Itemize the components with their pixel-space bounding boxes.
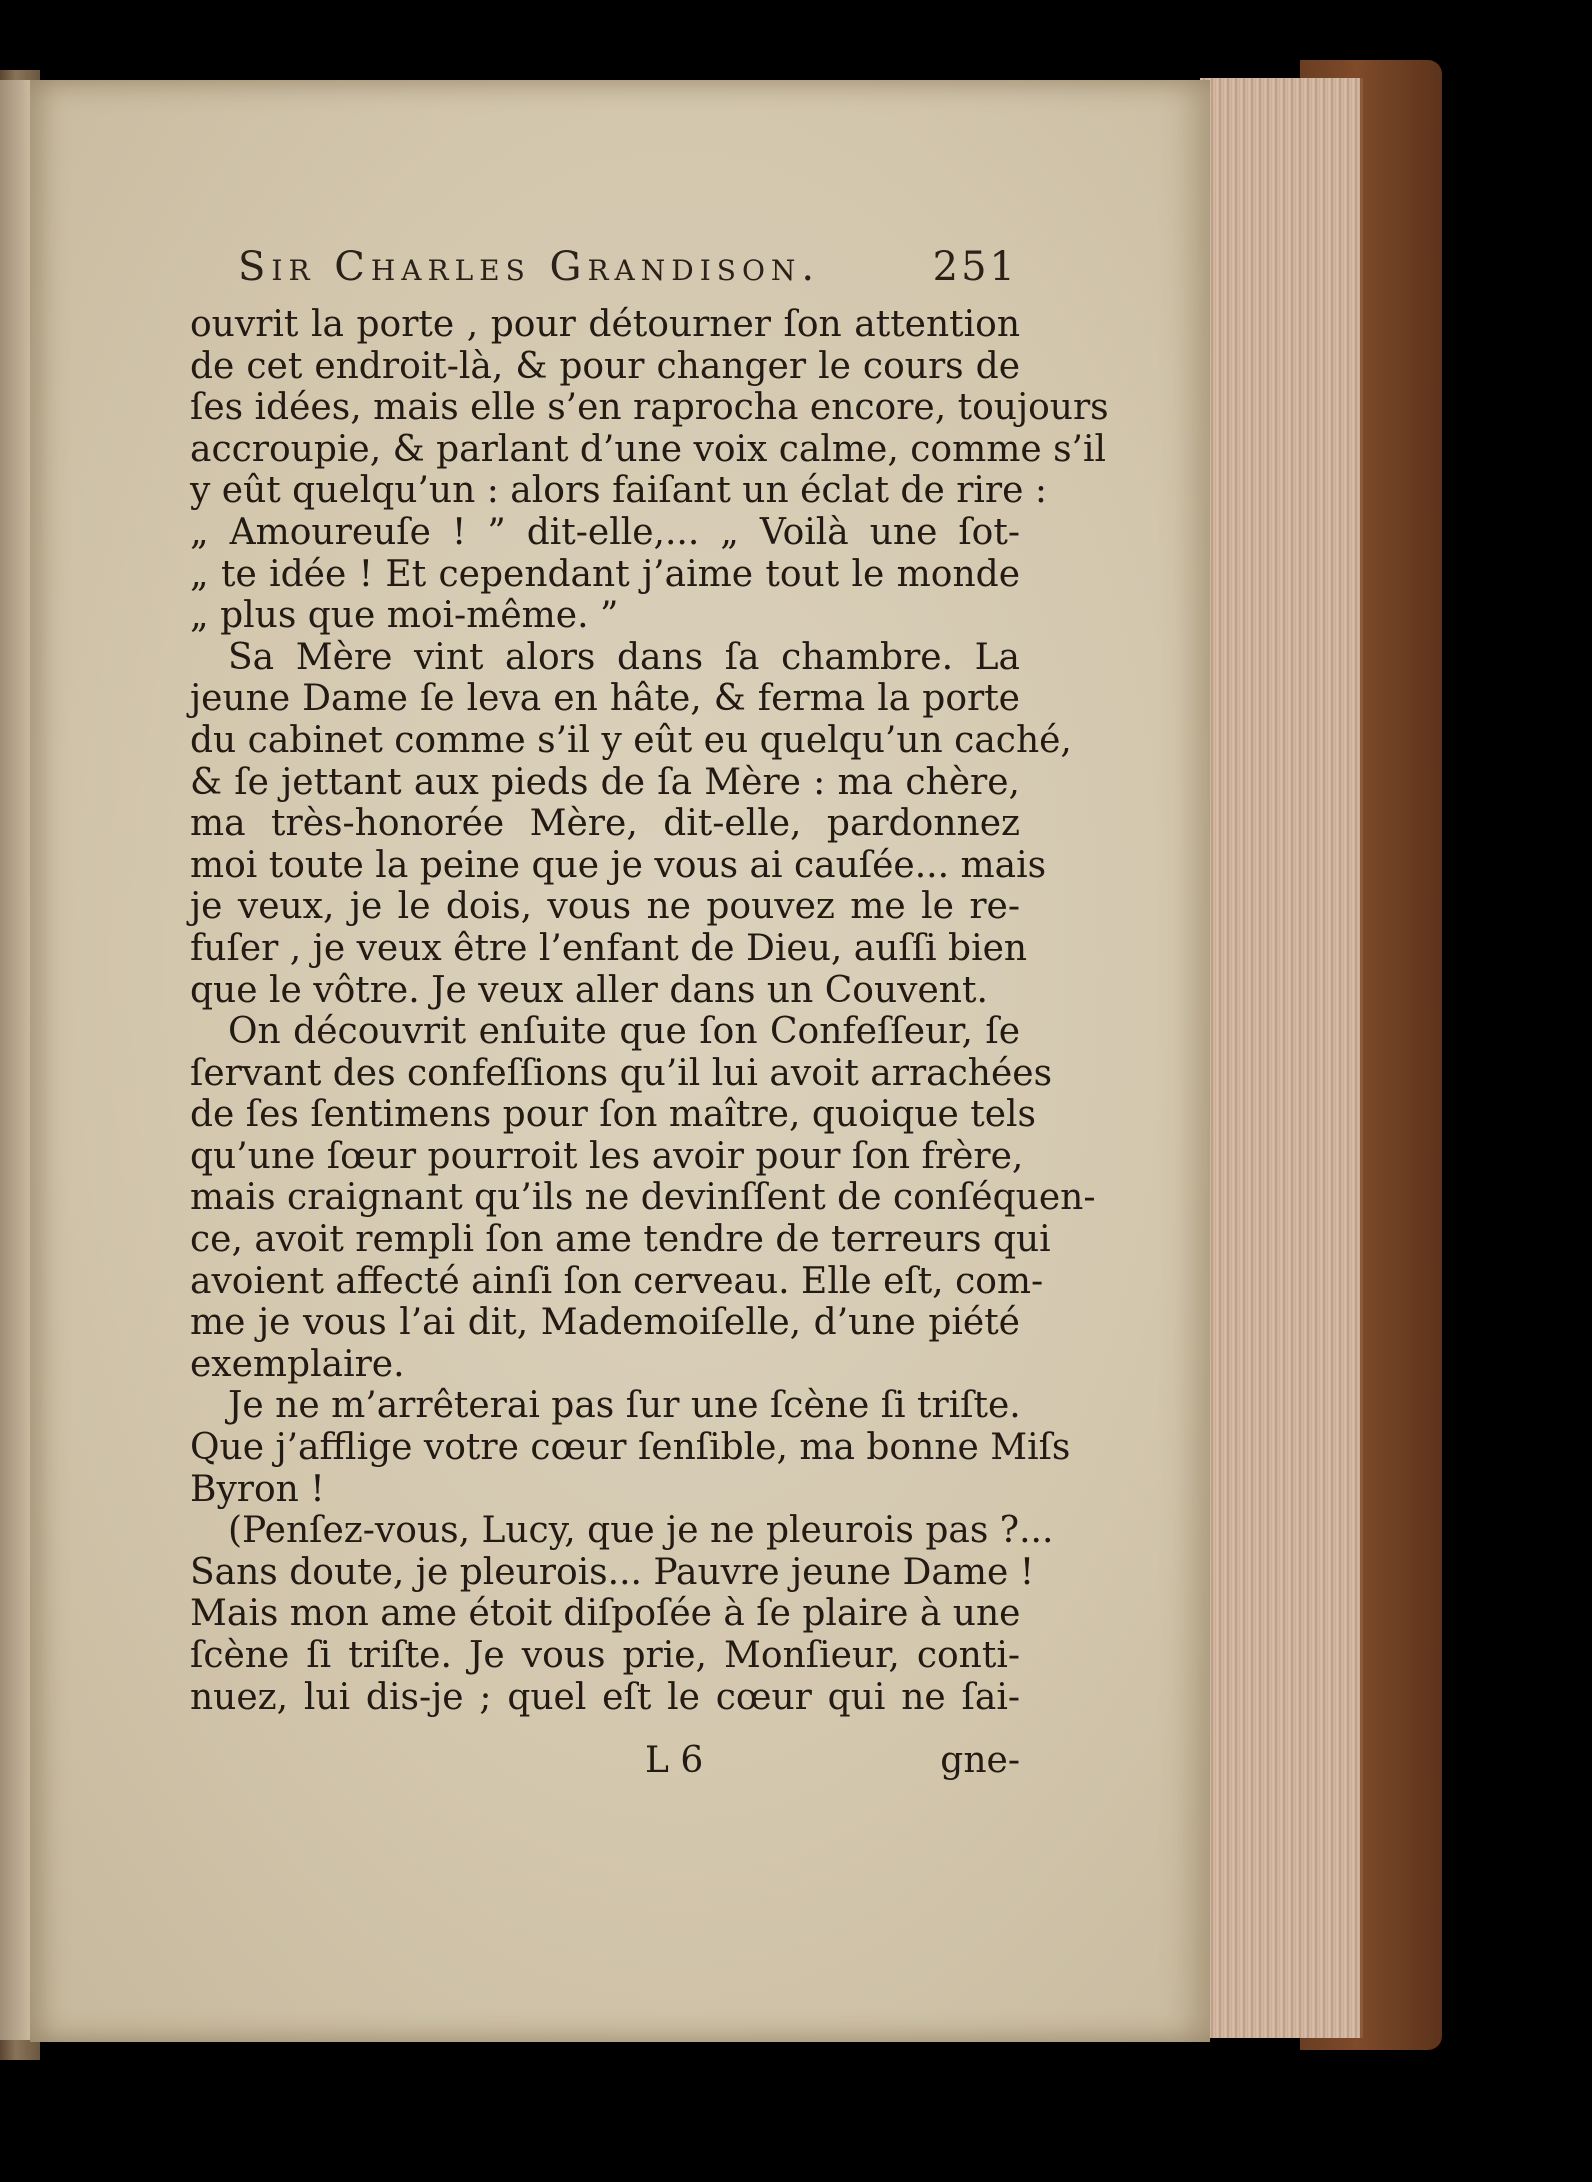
text-line: „ Amoureuſe ! ” dit-elle,... „ Voilà une ſot-: [190, 511, 1020, 553]
text-line: (Penſez-vous, Lucy, que je ne pleurois pas ?...: [228, 1510, 1054, 1552]
page-footer: [190, 1740, 1020, 1790]
text-line: ſervant des confeſſions qu’il lui avoit arrachées: [190, 1052, 1053, 1094]
running-head-title: Sir Charles Grandison.: [238, 244, 821, 290]
body-text: [190, 304, 1109, 1718]
text-line: Sa Mère vint alors dans ſa chambre. La: [228, 636, 1020, 678]
text-line: ſcène ſi triſte. Je vous prie, Monſieur, conti-: [190, 1635, 1020, 1676]
text-line: accroupie, & parlant d’une voix calme, comme s’il: [190, 428, 1107, 470]
page-number: 251: [932, 244, 1018, 290]
text-line: y eût quelqu’un : alors faiſant un éclat de rire :: [190, 470, 1048, 512]
text-line: je veux, je le dois, vous ne pouvez me le re-: [190, 886, 1020, 928]
text-line: jeune Dame ſe leva en hâte, & ferma la porte: [190, 678, 1020, 720]
text-line: me je vous l’ai dit, Mademoiſelle, d’une piété: [190, 1302, 1020, 1344]
signature-mark: L 6: [645, 1740, 704, 1781]
text-line: ce, avoit rempli ſon ame tendre de terreurs qui: [190, 1219, 1051, 1261]
facing-page-edge: [0, 80, 30, 2040]
text-line: Mais mon ame étoit diſpoſée à ſe plaire à une: [190, 1593, 1021, 1635]
text-line: „ te idée ! Et cependant j’aime tout le monde: [190, 553, 1020, 595]
text-line: que le vôtre. Je veux aller dans un Couvent.: [190, 969, 988, 1011]
text-line: avoient affecté ainſi ſon cerveau. Elle eſt, com-: [190, 1260, 1044, 1302]
page-edge-stack: [1200, 78, 1363, 2038]
text-line: qu’une ſœur pourroit les avoir pour ſon frère,: [190, 1135, 1024, 1177]
text-line: „ plus que moi-même. ”: [190, 595, 619, 637]
text-line: mais craignant qu’ils ne devinſſent de conſéquen-: [190, 1177, 1096, 1219]
text-line: moi toute la peine que je vous ai cauſée... mais: [190, 844, 1047, 886]
text-line: de ſes ſentimens pour ſon maître, quoique tels: [190, 1094, 1036, 1136]
text-line: ſes idées, mais elle s’en raprocha encore, toujours: [190, 387, 1109, 429]
catchword: gne-: [940, 1740, 1020, 1781]
text-line: du cabinet comme s’il y eût eu quelqu’un caché,: [190, 719, 1072, 761]
text-line: On découvrit enſuite que ſon Confeſſeur, ſe: [228, 1011, 1020, 1053]
text-line: ouvrit la porte , pour détourner ſon attention: [190, 304, 1020, 345]
text-line: nuez, lui dis-je ; quel eſt le cœur qui ne ſai-: [190, 1676, 1020, 1718]
text-line: exemplaire.: [190, 1343, 405, 1385]
running-head: [238, 244, 1018, 294]
text-line: Sans doute, je pleurois... Pauvre jeune Dame !: [190, 1551, 1035, 1593]
text-line: fuſer , je veux être l’enfant de Dieu, auſſi bien: [190, 927, 1028, 969]
text-line: & ſe jettant aux pieds de ſa Mère : ma chère,: [190, 761, 1020, 803]
text-line: ma très-honorée Mère, dit-elle, pardonnez: [190, 803, 1020, 845]
text-line: Byron !: [190, 1468, 325, 1510]
text-line: Je ne m’arrêterai pas ſur une ſcène ſi triſte.: [228, 1385, 1021, 1427]
text-line: de cet endroit-là, & pour changer le cours de: [190, 345, 1020, 387]
text-line: Que j’afflige votre cœur ſenſible, ma bonne Miſs: [190, 1427, 1071, 1469]
